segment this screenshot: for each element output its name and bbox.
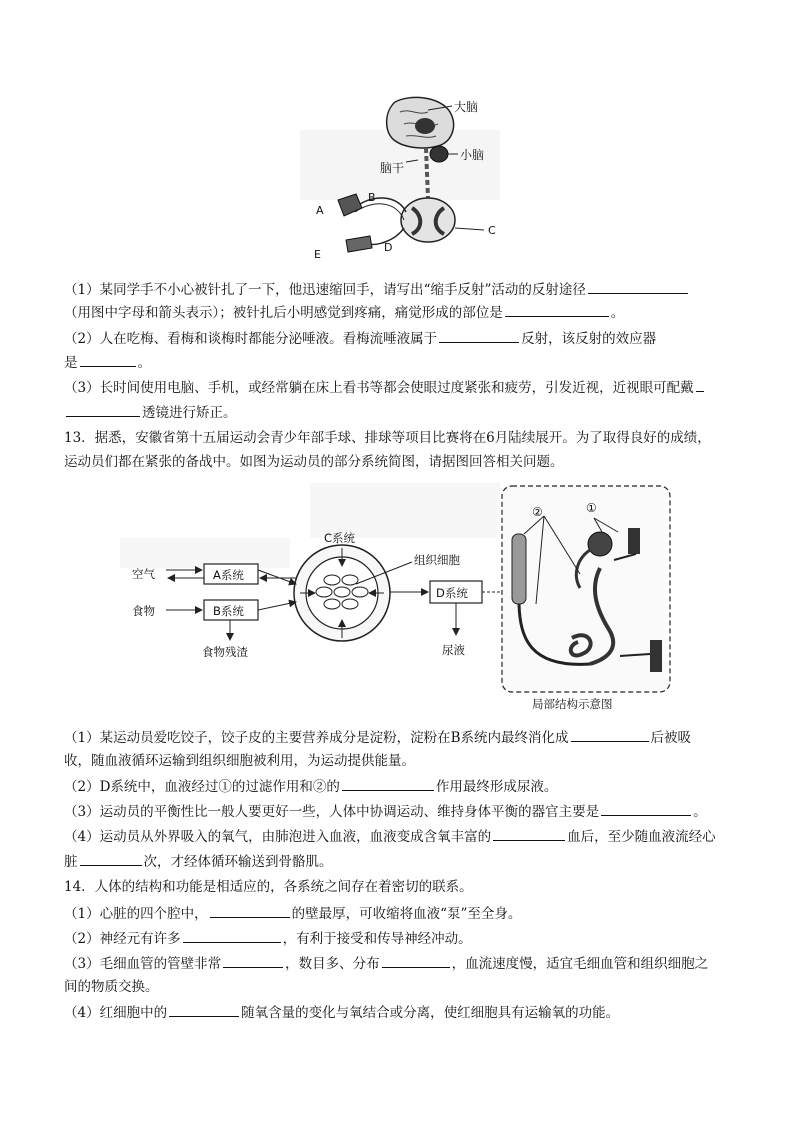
brainstem-label: 脑干: [380, 161, 405, 175]
q12-part3-line1: （3）长时间使用电脑、手机，或经常躺在床上看书等都会使眼过度紧张和疲劳，引发近视，近视眼可配戴: [64, 377, 734, 398]
answer-blank[interactable]: [601, 801, 691, 816]
reflex-arc-figure: [300, 90, 510, 265]
label-b: B: [368, 191, 376, 204]
label-c: C: [488, 224, 496, 237]
answer-blank[interactable]: [66, 402, 140, 417]
q13-stem-line2: 运动员们都在紧张的备战中。如图为运动员的部分系统简图，请据图回答相关问题。: [64, 454, 564, 470]
q14-part3-line1: （3）毛细血管的管壁非常 ，数目多、分布 ，血流速度慢，适宜毛细血管和组织细胞之: [64, 953, 734, 974]
q14-part2-line: （2）神经元有许多 ，有利于接受和传导神经冲动。: [64, 928, 734, 949]
answer-blank[interactable]: [571, 727, 649, 742]
q12-part2-line1: （2）人在吃梅、看梅和谈梅时都能分泌唾液。看梅流唾液属于 反射，该反射的效应器: [64, 328, 734, 349]
b-system-label: B系统: [213, 604, 244, 618]
body-systems-figure: [120, 478, 680, 718]
urine-label: 尿液: [442, 643, 465, 657]
q13-stem-line1: 13．据悉，安徽省第十五届运动会青少年部手球、排球等项目比赛将在6月陆续展开。为了取得良好的成绩，: [64, 430, 711, 446]
q13-part1-line2: 收，随血液循环运输到组织细胞被利用，为运动提供能量。: [64, 753, 415, 769]
q13-part4-line1: （4）运动员从外界吸入的氧气，由肺泡进入血液，血液变成含氧丰富的 血后，至少随血液流经心: [64, 826, 734, 847]
marker-1: ①: [586, 501, 597, 515]
q12-part3-line2: 透镜进行矫正。: [64, 402, 734, 423]
a-system-label: A系统: [213, 568, 244, 582]
q14-part3-line2: 间的物质交换。: [64, 979, 159, 995]
food-residue-label: 食物残渣: [202, 645, 248, 659]
q14-part4-line: （4）红细胞中的 随氧含量的变化与氧结合或分离，使红细胞具有运输氧的功能。: [64, 1002, 734, 1023]
q14-stem: 14．人体的结构和功能是相适应的，各系统之间存在着密切的联系。: [64, 879, 473, 895]
answer-blank[interactable]: [210, 903, 290, 918]
tissue-cell-label: 组织细胞: [414, 553, 460, 567]
cerebellum-label: 小脑: [460, 148, 485, 162]
label-a: A: [316, 204, 324, 217]
answer-blank[interactable]: [80, 352, 136, 367]
label-d: D: [384, 241, 393, 254]
food-label: 食物: [132, 604, 155, 618]
q12-part2-line2: 是 。: [64, 352, 734, 373]
answer-blank[interactable]: [439, 328, 519, 343]
answer-blank[interactable]: [169, 1002, 239, 1017]
c-system-label: C系统: [324, 531, 356, 545]
answer-blank[interactable]: [696, 377, 704, 392]
q14-part1-line: （1）心脏的四个腔中， 的壁最厚，可收缩将血液“泵”至全身。: [64, 903, 734, 924]
brain-label: 大脑: [454, 100, 479, 114]
q13-part1-line1: （1）某运动员爱吃饺子，饺子皮的主要营养成分是淀粉，淀粉在B系统内最终消化成 后被吸: [64, 727, 734, 748]
answer-blank[interactable]: [505, 302, 609, 317]
local-structure-caption: 局部结构示意图: [532, 697, 613, 711]
q13-part2-line: （2）D系统中，血液经过①的过滤作用和②的 作用最终形成尿液。: [64, 776, 734, 797]
answer-blank[interactable]: [183, 928, 281, 943]
answer-blank[interactable]: [342, 776, 434, 791]
q13-part3-line: （3）运动员的平衡性比一般人要更好一些，人体中协调运动、维持身体平衡的器官主要是 。: [64, 801, 734, 822]
d-system-label: D系统: [436, 586, 468, 600]
air-label: 空气: [132, 567, 155, 581]
answer-blank[interactable]: [80, 851, 142, 866]
answer-blank[interactable]: [223, 953, 283, 968]
answer-blank[interactable]: [493, 826, 565, 841]
q12-part1-line2: （用图中字母和箭头表示）；被针扎后小明感觉到疼痛，痛觉形成的部位是 。: [64, 302, 734, 323]
label-e: E: [314, 248, 321, 261]
answer-blank[interactable]: [382, 953, 450, 968]
q13-part4-line2: 脏 次，才经体循环输送到骨骼肌。: [64, 851, 734, 872]
answer-blank[interactable]: [588, 279, 688, 294]
marker-2: ②: [532, 505, 543, 519]
q12-part1-line1: （1）某同学手不小心被针扎了一下，他迅速缩回手，请写出“缩手反射”活动的反射途径: [64, 279, 734, 300]
